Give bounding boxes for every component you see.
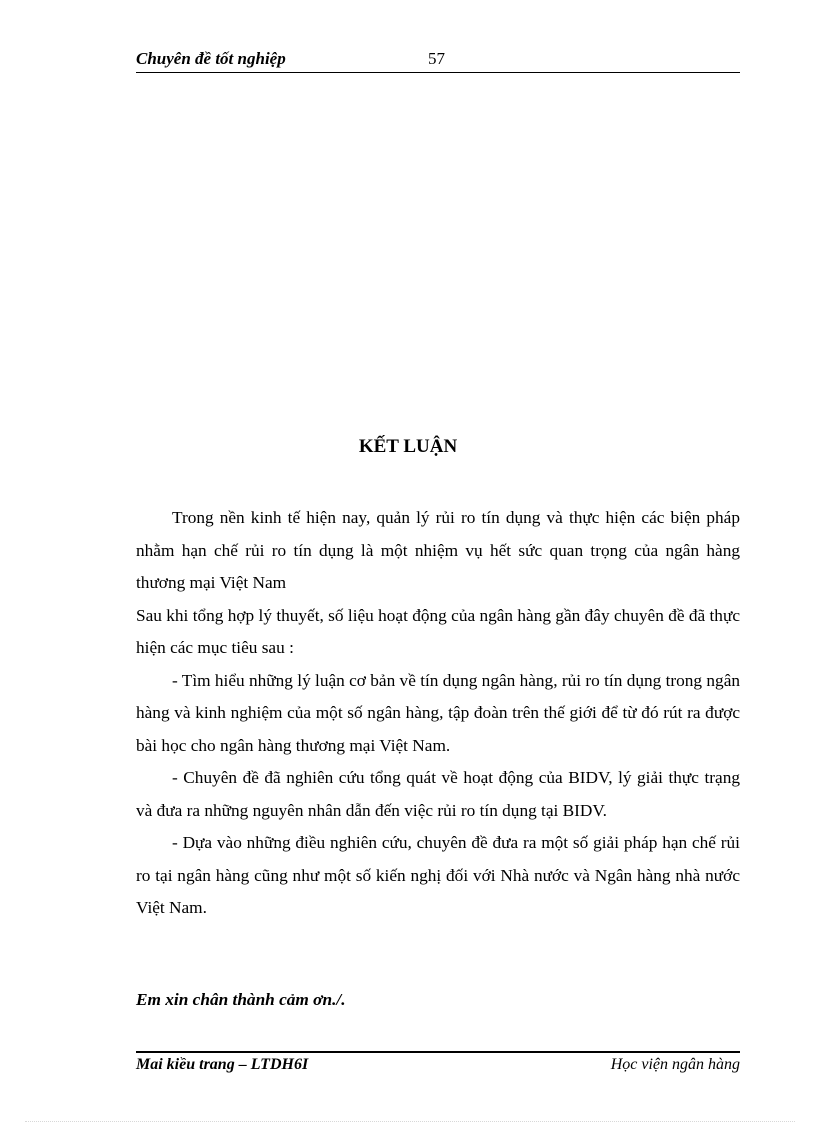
page-edge-divider — [25, 1121, 795, 1122]
paragraph-intro: Trong nền kinh tế hiện nay, quản lý rủi ro tín dụng và thực hiện các biện pháp nhằm hạn chế rủi ro tín dụng là một nhiệm vụ hết sức quan trọng của ngân hàng thương mại Việt Nam — [136, 508, 740, 592]
footer-institution: Học viện ngân hàng — [610, 1056, 740, 1073]
paragraph-point-1: - Tìm hiểu những lý luận cơ bản về tín dụng ngân hàng, rủi ro tín dụng trong ngân hàng và kinh nghiệm của một số ngân hàng, tập đoàn trên thế giới để từ đó rút ra được bài học cho ngân hàng thương mại Việt Nam. — [136, 670, 740, 755]
paragraph-summary: Sau khi tổng hợp lý thuyết, số liệu hoạt động của ngân hàng gần đây chuyên đề đã thực hiện các mục tiêu sau : — [136, 605, 740, 657]
paragraph-point-3: - Dựa vào những điều nghiên cứu, chuyên đề đưa ra một số giải pháp hạn chế rủi ro tại ngân hàng cũng như một số kiến nghị đối với Nhà nước và Ngân hàng nhà nước Việt Nam. — [136, 833, 740, 917]
page-header — [136, 48, 740, 73]
footer-author: Mai kiều trang – LTDH6I — [136, 1056, 309, 1073]
footer-divider — [136, 1051, 740, 1053]
header-title: Chuyên đề tốt nghiệp — [136, 49, 286, 68]
body-text — [136, 502, 740, 925]
section-title: KẾT LUẬN — [358, 436, 458, 457]
page-number: 57 — [428, 49, 445, 68]
paragraph-point-2: - Chuyên đề đã nghiên cứu tổng quát về hoạt động của BIDV, lý giải thực trạng và đưa ra những nguyên nhân dẫn đến việc rủi ro tín dụng tại BIDV. — [136, 768, 740, 820]
closing-thanks: Em xin chân thành cảm ơn./. — [136, 990, 346, 1009]
